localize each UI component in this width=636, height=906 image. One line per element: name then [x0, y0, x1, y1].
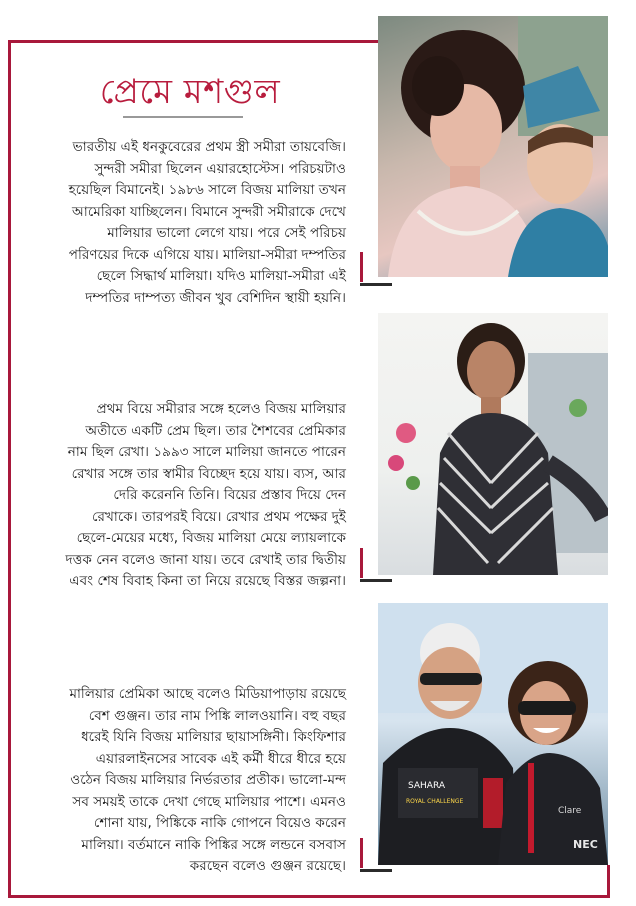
paragraph-line: পরিণয়ের দিকে এগিয়ে যায়। মালিয়া-সমীরা দম্পতির [68, 246, 346, 263]
paragraph-line: ভারতীয় এই ধনকুবেরের প্রথম স্ত্রী সমীরা তায়বেজি। [72, 139, 346, 155]
paragraph-line: দেরি করেননি তিনি। বিয়ের প্রস্তাব দিয়ে দেন [113, 487, 346, 503]
paragraph-line: রেখার সঙ্গে তার স্বামীর বিচ্ছেদ হয়ে যায়। ব্যস, আর [71, 465, 346, 482]
paragraph-line: আমেরিকা যাচ্ছিলেন। বিমানে সুন্দরী সমীরাকে দেখে [71, 203, 346, 220]
paragraph-samira [20, 137, 346, 309]
paragraph-line: ছেলে-মেয়ের মধ্যে, বিজয় মালিয়া মেয়ে ল্যায়লাকে [76, 530, 346, 546]
accent-mark-2-horizontal [360, 579, 392, 582]
paragraph-line: দম্পতির দাম্পত্য জীবন খুব বেশিদিন স্থায়ী হয়নি। [85, 289, 346, 306]
photo-mallya-illustration [378, 603, 608, 865]
accent-mark-3-vertical [360, 838, 363, 868]
paragraph-line: মালিয়ার প্রেমিকা আছে বলেও মিডিয়াপাড়ায় রয়েছে [69, 686, 346, 702]
paragraph-line: নাম ছিল রেখা। ১৯৯৩ সালে মালিয়া জানতে পারেন [67, 444, 346, 460]
paragraph-line: হয়েছিল বিমানেই। ১৯৮৬ সালে বিজয় মালিয়া তখন [68, 182, 346, 198]
photo-samira-with-son [378, 16, 608, 277]
paragraph-line: ছেলে সিদ্ধার্থ মালিয়া। যদিও মালিয়া-সমীরা এই [96, 268, 346, 284]
paragraph-line: ধরেই যিনি বিজয় মালিয়ার ছায়াসঙ্গিনী। কিংফিশার [81, 729, 346, 745]
frame-left-border [8, 40, 11, 898]
photo-rekha-illustration [378, 313, 608, 575]
paragraph-line: এবং শেষ বিবাহ কিনা তা নিয়ে রয়েছে বিস্তর জল্পনা। [69, 573, 346, 589]
paragraph-line: মালিয়ার ভালো লেগে যায়। পরে সেই পরিচয় [107, 225, 346, 241]
paragraph-line: করছেন বলেও গুঞ্জন রয়েছে। [189, 858, 346, 874]
accent-mark-3-horizontal [360, 869, 392, 872]
jacket-right-text: Clare [558, 806, 582, 816]
paragraph-line: রেখাকে। তারপরই বিয়ে। রেখার প্রথম পক্ষের দুই [91, 508, 346, 525]
paragraph-line: সুন্দরী সমীরা ছিলেন এয়ারহোস্টেস। পরিচয়টাও [94, 160, 346, 177]
accent-mark-2-vertical [360, 548, 363, 578]
page-title: প্রেমে মশগুল [99, 72, 281, 112]
frame-top-border [8, 40, 380, 43]
paragraph-line: প্রথম বিয়ে সমীরার সঙ্গে হলেও বিজয় মালিয়ার [96, 401, 346, 417]
paragraph-line: এয়ারলাইনসের সাবেক এই কর্মী ধীরে ধীরে হয়ে [95, 750, 346, 767]
title-underline [123, 116, 243, 118]
paragraph-line: বেশ গুঞ্জন। তার নাম পিঙ্কি লালওয়ানি। বহু বছর [88, 707, 346, 724]
paragraph-line: শোনা যায়, পিঙ্কিকে নাকি গোপনে বিয়েও করেন [93, 815, 346, 831]
frame-bottom-border [8, 895, 610, 898]
frame-right-border [607, 865, 610, 898]
paragraph-pinky [20, 684, 346, 878]
paragraph-line: মালিয়া। বর্তমানে নাকি পিঙ্কির সঙ্গে লন্ডনে বসবাস [81, 836, 346, 853]
accent-mark-1-vertical [360, 252, 363, 282]
accent-mark-1-horizontal [360, 283, 392, 286]
paragraph-line: দত্তক নেন বলেও জানা যায়। তবে রেখাই তার দ্বিতীয় [65, 551, 346, 568]
jacket-sponsor-text: ROYAL CHALLENGE [406, 798, 464, 805]
photo-samira-illustration [378, 16, 608, 277]
paragraph-rekha [20, 399, 346, 593]
paragraph-line: ওঠেন বিজয় মালিয়ার নির্ভরতার প্রতীক। ভালো-মন্দ [70, 772, 346, 788]
photo-mallya-pinky [378, 603, 608, 865]
photo-rekha [378, 313, 608, 575]
paragraph-line: অতীতে একটি প্রেম ছিল। তার শৈশবের প্রেমিকার [85, 422, 346, 439]
jacket-brand-text: SAHARA [408, 781, 446, 791]
paragraph-line: সব সময়ই তাকে দেখা গেছে মালিয়ার পাশে। এমনও [72, 793, 346, 810]
jacket-corner-text: NEC [573, 838, 598, 851]
